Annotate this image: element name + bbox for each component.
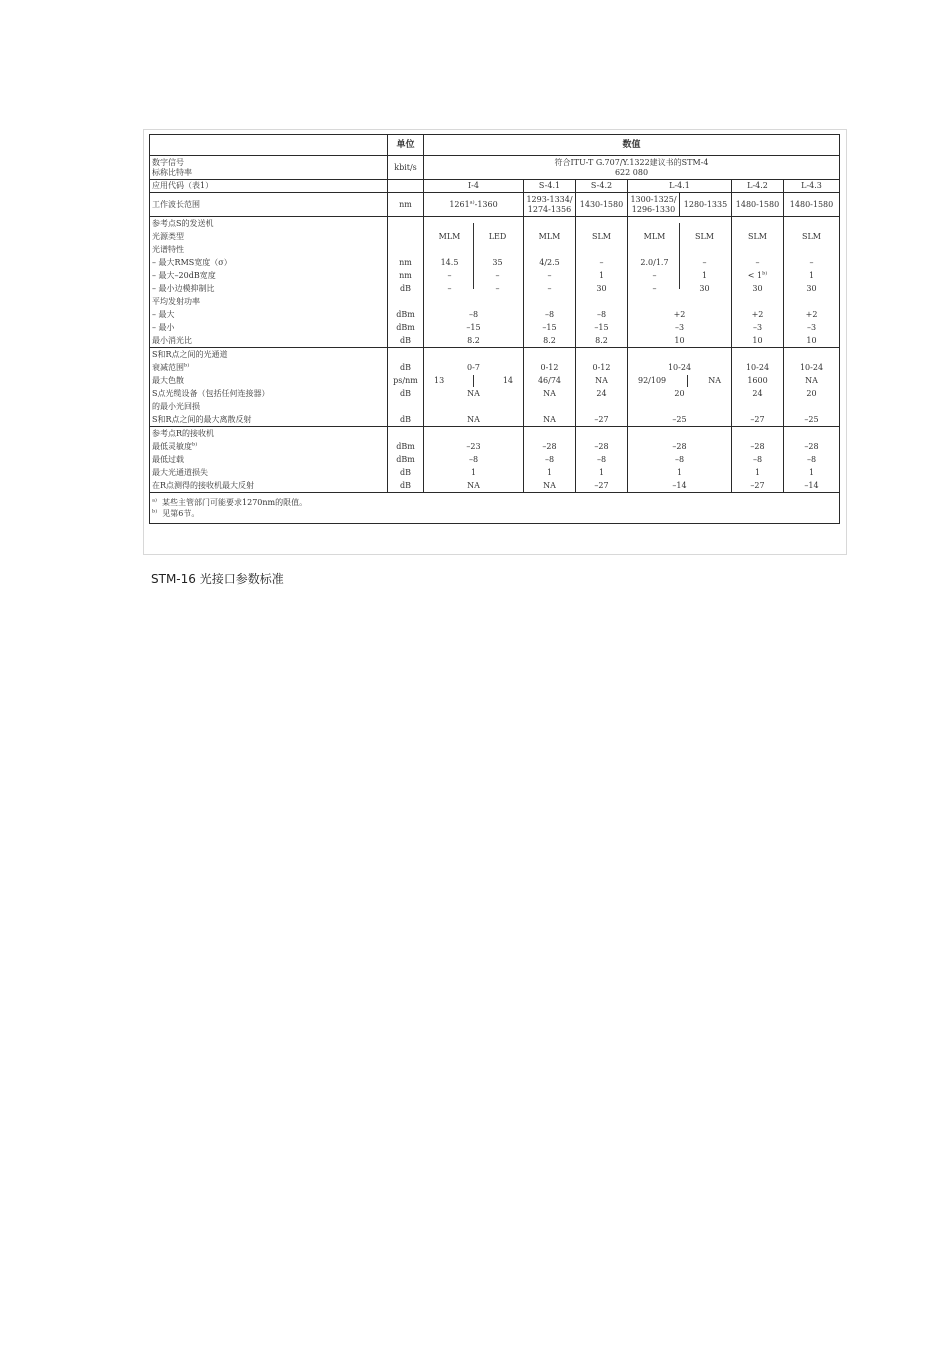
transmitter-i4	[424, 217, 524, 348]
tx-value	[630, 243, 679, 256]
path-value: 20	[674, 389, 685, 398]
app-code-unit	[388, 180, 424, 193]
rx-value: –8	[806, 455, 817, 464]
transmitter-l42	[732, 217, 784, 348]
tx-value: –	[547, 284, 552, 293]
tx-unit: nm	[399, 271, 412, 280]
rx-value: 1	[470, 468, 477, 477]
tx-value: SLM	[592, 232, 611, 241]
wavelength-i4-b: -1360	[474, 199, 498, 209]
tx-value: 1	[808, 271, 815, 280]
path-value: NA	[543, 415, 556, 424]
tx-value: 10	[806, 336, 817, 345]
path-l42	[732, 348, 784, 427]
tx-unit: nm	[399, 258, 412, 267]
path-value: 14	[502, 376, 513, 385]
receiver-l42	[732, 427, 784, 493]
tx-value	[526, 295, 573, 308]
path-value	[630, 400, 729, 413]
path-i4	[424, 348, 524, 427]
footnotes	[150, 493, 840, 524]
tx-value: 4/2.5	[539, 258, 560, 267]
row-label	[150, 156, 388, 180]
rx-value: –8	[544, 455, 555, 464]
path-dispersion-split	[426, 374, 521, 387]
footnote-b-mark: b)	[192, 441, 198, 448]
footnote-b-mark: b)	[152, 508, 158, 515]
footnote-b-mark: b)	[762, 270, 768, 277]
wavelength-s41	[524, 193, 576, 217]
wavelength-i4	[424, 193, 524, 217]
path-value: 92/109	[638, 376, 667, 385]
tx-value: 14.5	[440, 258, 459, 267]
path-unit: dB	[400, 389, 411, 398]
path-value: NA	[595, 376, 608, 385]
tx-value: +2	[673, 310, 686, 319]
app-code-i4: I-4	[424, 180, 524, 193]
path-value	[734, 400, 781, 413]
tx-value	[630, 295, 729, 308]
tx-value	[734, 295, 781, 308]
tx-value: –15	[466, 323, 481, 332]
tx-unit: dBm	[396, 323, 415, 332]
app-code-l42: L-4.2	[732, 180, 784, 193]
path-value: 46/74	[537, 376, 562, 385]
receiver-i4	[424, 427, 524, 493]
receiver-l43	[784, 427, 840, 493]
rx-label: 参考点R的接收机	[152, 429, 215, 438]
path-value: –27	[750, 415, 765, 424]
tx-value: SLM	[802, 232, 821, 241]
path-value: 1600	[747, 376, 768, 385]
path-value: 10-24	[799, 363, 824, 372]
path-value	[786, 348, 837, 361]
tx-value	[578, 217, 625, 230]
path-block	[150, 348, 840, 427]
tx-unit	[390, 295, 421, 308]
rx-value: –28	[594, 442, 609, 451]
tx-value: 10	[674, 336, 685, 345]
tx-value: –	[447, 284, 452, 293]
rx-label: 最大光通道损失	[152, 468, 208, 477]
app-code-l43: L-4.3	[784, 180, 840, 193]
tx-label: 光谱特性	[152, 245, 184, 254]
footnote-b-mark: b)	[184, 362, 190, 369]
receiver-labels	[150, 427, 388, 493]
path-value: 20	[806, 389, 817, 398]
footnote-b	[152, 508, 837, 519]
path-value: –25	[804, 415, 819, 424]
path-unit: ps/nm	[393, 376, 418, 385]
rx-value: –28	[750, 442, 765, 451]
digital-signal-label: 数字信号	[152, 157, 184, 167]
path-l41	[628, 348, 732, 427]
path-dispersion-split	[630, 374, 729, 387]
path-value: 24	[596, 389, 607, 398]
tx-l41-slm	[680, 217, 729, 295]
header-blank	[150, 135, 388, 156]
tx-value	[630, 217, 679, 230]
rx-value: –14	[804, 481, 819, 490]
row-value	[424, 156, 840, 180]
tx-value	[680, 243, 729, 256]
tx-unit	[390, 243, 421, 256]
path-units	[388, 348, 424, 427]
path-unit	[390, 348, 421, 361]
tx-value: SLM	[748, 232, 767, 241]
rx-value: –28	[542, 442, 557, 451]
vertical-divider	[473, 375, 474, 387]
receiver-l41	[628, 427, 732, 493]
tx-value: –	[495, 284, 500, 293]
rx-value: 1	[598, 468, 605, 477]
path-value: 0-7	[467, 363, 480, 372]
path-value	[734, 348, 781, 361]
tx-value: 8.2	[595, 336, 608, 345]
tx-value: –	[495, 271, 500, 280]
rx-value: –27	[594, 481, 609, 490]
path-value: 10-24	[667, 363, 692, 372]
receiver-block	[150, 427, 840, 493]
tx-value: –8	[544, 310, 555, 319]
path-value: 0-12	[540, 363, 559, 372]
tx-value: 2.0/1.7	[640, 258, 669, 267]
tx-value: 30	[752, 284, 763, 293]
rx-value: –8	[468, 455, 479, 464]
vertical-divider	[687, 375, 688, 387]
wavelength-l41-a1: 1300-1325/	[630, 194, 677, 204]
path-s41	[524, 348, 576, 427]
rx-value: –14	[672, 481, 687, 490]
path-value	[578, 400, 625, 413]
transmitter-labels	[150, 217, 388, 348]
path-value	[630, 348, 729, 361]
table-header-row	[150, 135, 840, 156]
spec-table-image	[143, 129, 847, 555]
table-row	[150, 156, 840, 180]
rx-value	[578, 427, 625, 440]
path-value: 13	[434, 376, 445, 385]
header-unit: 单位	[388, 135, 424, 156]
wavelength-s42: 1430-1580	[576, 193, 628, 217]
tx-value: 1	[701, 271, 708, 280]
transmitter-s41	[524, 217, 576, 348]
tx-unit: dBm	[396, 310, 415, 319]
rx-value	[630, 427, 729, 440]
path-unit: dB	[400, 415, 411, 424]
rx-unit: dBm	[396, 455, 415, 464]
path-value: NA	[467, 415, 480, 424]
tx-label: – 最小	[152, 323, 175, 332]
tx-value	[578, 243, 625, 256]
wavelength-l41-a	[628, 193, 680, 217]
wavelength-s41-b: 1274-1356	[527, 204, 572, 214]
tx-value: –	[809, 258, 814, 267]
rx-value: 1	[808, 468, 815, 477]
tx-unit	[390, 230, 421, 243]
path-value	[526, 348, 573, 361]
app-code-s42: S-4.2	[576, 180, 628, 193]
tx-label: 光源类型	[152, 232, 184, 241]
path-value: –25	[672, 415, 687, 424]
wavelength-i4-a: 1261	[449, 199, 470, 209]
rx-value: 1	[546, 468, 553, 477]
tx-value: –	[599, 258, 604, 267]
transmitter-l41	[628, 217, 732, 348]
tx-label: 最小消光比	[152, 336, 192, 345]
path-s42	[576, 348, 628, 427]
tx-value: –15	[594, 323, 609, 332]
tx-value: –15	[542, 323, 557, 332]
table-row	[150, 180, 840, 193]
sensitivity-label: 最低灵敏度	[152, 442, 192, 451]
row-unit: kbit/s	[388, 156, 424, 180]
wavelength-l42: 1480-1580	[732, 193, 784, 217]
tx-value	[426, 217, 473, 230]
rx-label: 最低过载	[152, 455, 184, 464]
rx-unit: dBm	[396, 442, 415, 451]
rx-value	[734, 427, 781, 440]
tx-value: –	[702, 258, 707, 267]
tx-value	[680, 217, 729, 230]
tx-value: 30	[806, 284, 817, 293]
path-label: S和R点之间的最大离散反射	[152, 415, 252, 424]
path-unit	[390, 400, 421, 413]
header-value: 数值	[424, 135, 840, 156]
tx-l41-mlm	[630, 217, 679, 295]
tx-value: –	[755, 258, 760, 267]
tx-value: –	[652, 271, 657, 280]
tx-value: 10	[752, 336, 763, 345]
tx-value-lt1: < 1	[747, 271, 763, 280]
standard-text: 符合ITU-T G.707/Y.1322建议书的STM-4	[554, 157, 709, 167]
path-value: 10-24	[745, 363, 770, 372]
rx-value: NA	[467, 481, 480, 490]
path-unit: dB	[400, 363, 411, 372]
rx-unit	[390, 427, 421, 440]
wavelength-s41-a: 1293-1334/	[526, 194, 573, 204]
rx-value: –28	[804, 442, 819, 451]
app-code-l41: L-4.1	[628, 180, 732, 193]
tx-value	[526, 217, 573, 230]
tx-value	[786, 217, 837, 230]
path-value: NA	[805, 376, 818, 385]
path-value	[786, 400, 837, 413]
table-row	[150, 193, 840, 217]
path-value	[526, 400, 573, 413]
receiver-units	[388, 427, 424, 493]
footnote-a-mark: a)	[152, 497, 157, 504]
rx-value	[426, 427, 521, 440]
path-labels	[150, 348, 388, 427]
rx-label	[152, 440, 385, 453]
path-label	[152, 361, 385, 374]
tx-value	[734, 243, 781, 256]
tx-value: –	[447, 271, 452, 280]
footnotes-row	[150, 493, 840, 524]
receiver-s42	[576, 427, 628, 493]
path-value: NA	[543, 389, 556, 398]
rx-value: 1	[676, 468, 683, 477]
tx-value: –3	[674, 323, 685, 332]
path-value	[426, 400, 521, 413]
tx-value	[578, 295, 625, 308]
figure-caption: STM-16 光接口参数标准	[151, 572, 284, 586]
footnote-a	[152, 497, 837, 508]
tx-label: 平均发射功率	[152, 297, 200, 306]
tx-i4-mlm	[426, 217, 473, 295]
transmitter-units	[388, 217, 424, 348]
path-label: 的最小光回损	[152, 402, 200, 411]
rx-value	[526, 427, 573, 440]
transmitter-block	[150, 217, 840, 348]
tx-value: MLM	[643, 232, 666, 241]
rx-value	[786, 427, 837, 440]
tx-value: SLM	[695, 232, 714, 241]
rx-value: 1	[754, 468, 761, 477]
tx-value: +2	[805, 310, 818, 319]
rx-value: –28	[672, 442, 687, 451]
path-value: 24	[752, 389, 763, 398]
tx-value: –3	[806, 323, 817, 332]
app-code-label: 应用代码（表1）	[150, 180, 388, 193]
rx-label: 在R点测得的接收机最大反射	[152, 481, 255, 490]
tx-value: MLM	[538, 232, 561, 241]
path-value: NA	[467, 389, 480, 398]
footnote-a-mark: a)	[469, 198, 475, 205]
tx-value: 1	[598, 271, 605, 280]
transmitter-l43	[784, 217, 840, 348]
rx-value: –8	[596, 455, 607, 464]
tx-value: 8.2	[467, 336, 480, 345]
tx-value: +2	[751, 310, 764, 319]
tx-unit: dB	[400, 284, 411, 293]
tx-value: 35	[492, 258, 503, 267]
footnote-b-text: 见第6节。	[162, 509, 200, 518]
receiver-s41	[524, 427, 576, 493]
tx-label: – 最大RMS宽度（σ）	[152, 258, 232, 267]
tx-label: 参考点S的发送机	[152, 219, 214, 228]
path-value	[578, 348, 625, 361]
rx-unit: dB	[400, 481, 411, 490]
tx-value: LED	[488, 232, 507, 241]
tx-value: –	[652, 284, 657, 293]
tx-value	[734, 217, 781, 230]
transmitter-s42	[576, 217, 628, 348]
tx-unit: dB	[400, 336, 411, 345]
bit-rate-value: 622 080	[614, 167, 649, 177]
tx-value: –3	[752, 323, 763, 332]
tx-value: –8	[596, 310, 607, 319]
tx-value	[786, 243, 837, 256]
tx-value: 30	[596, 284, 607, 293]
optical-interface-table	[149, 134, 840, 524]
wavelength-label: 工作波长范围	[150, 193, 388, 217]
tx-value	[526, 243, 573, 256]
tx-label: – 最大–20dB宽度	[152, 271, 216, 280]
app-code-s41: S-4.1	[524, 180, 576, 193]
tx-value: 30	[699, 284, 710, 293]
rx-value: –8	[752, 455, 763, 464]
rx-value: –23	[466, 442, 481, 451]
rx-value: –27	[750, 481, 765, 490]
path-value: –27	[594, 415, 609, 424]
rx-value: NA	[543, 481, 556, 490]
path-value: 0-12	[592, 363, 611, 372]
tx-value	[786, 295, 837, 308]
tx-value: –8	[468, 310, 479, 319]
attenuation-label: 衰减范围	[152, 363, 184, 372]
path-value: NA	[708, 376, 721, 385]
wavelength-l43: 1480-1580	[784, 193, 840, 217]
tx-value	[426, 295, 521, 308]
tx-value	[474, 217, 521, 230]
path-value	[426, 348, 521, 361]
footnote-a-text: 某些主管部门可能要求1270nm的限值。	[162, 498, 308, 507]
path-label: S和R点之间的光通道	[152, 350, 228, 359]
path-label: S点光缆设备（包括任何连接器）	[152, 389, 270, 398]
tx-value: 8.2	[543, 336, 556, 345]
tx-value: MLM	[438, 232, 461, 241]
path-l43	[784, 348, 840, 427]
wavelength-l41-a2: 1296-1330	[631, 204, 676, 214]
tx-value	[426, 243, 473, 256]
tx-i4-led	[474, 217, 521, 295]
rx-unit: dB	[400, 468, 411, 477]
tx-label: – 最大	[152, 310, 175, 319]
tx-value	[734, 269, 781, 282]
rx-value: –8	[674, 455, 685, 464]
wavelength-l41-b: 1280-1335	[680, 193, 732, 217]
tx-unit	[390, 217, 421, 230]
bit-rate-label: 标称比特率	[152, 167, 192, 177]
path-label: 最大色散	[152, 376, 184, 385]
tx-value	[474, 243, 521, 256]
tx-value: –	[547, 271, 552, 280]
tx-label: – 最小边模抑制比	[152, 284, 215, 293]
wavelength-unit: nm	[388, 193, 424, 217]
